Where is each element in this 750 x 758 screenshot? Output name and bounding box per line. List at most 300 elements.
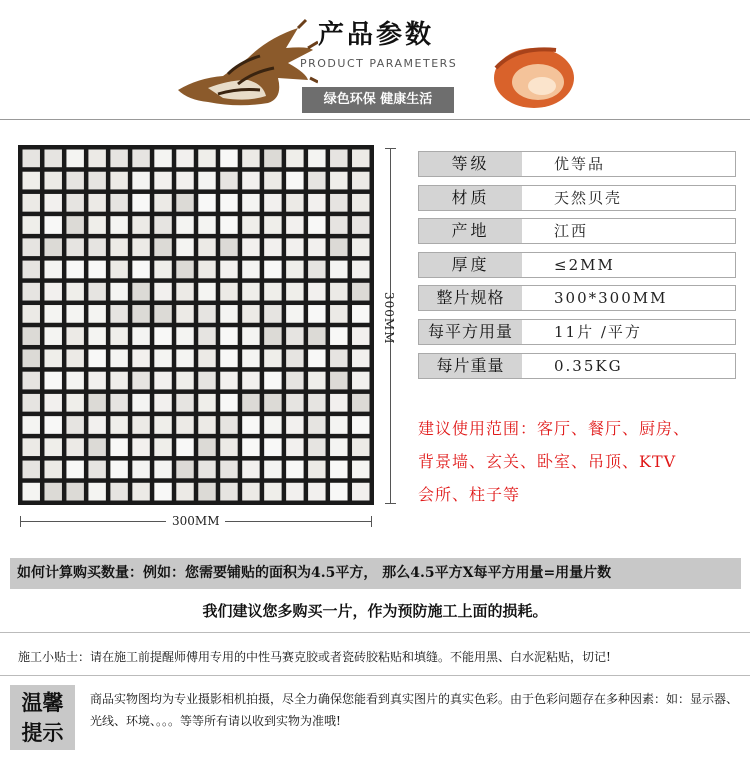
mosaic-tile [23, 372, 40, 390]
mosaic-tile [330, 194, 347, 212]
mosaic-tile [88, 416, 105, 434]
mosaic-tile [220, 305, 237, 323]
mosaic-tile [242, 372, 259, 390]
mosaic-tile [66, 150, 83, 168]
mosaic-tile [176, 461, 193, 479]
mosaic-tile [66, 416, 83, 434]
mosaic-tile [23, 461, 40, 479]
mosaic-tile [176, 394, 193, 412]
mosaic-tile [110, 305, 127, 323]
mosaic-tile [110, 416, 127, 434]
mosaic-tile [198, 461, 215, 479]
page-title: 产品参数 [318, 20, 435, 50]
mosaic-tile [132, 438, 149, 456]
mosaic-tile [308, 438, 325, 456]
mosaic-tile [264, 238, 281, 256]
mosaic-tile [220, 327, 237, 345]
mosaic-tile [198, 416, 215, 434]
mosaic-tile [242, 327, 259, 345]
mosaic-tile [308, 394, 325, 412]
mosaic-tile [176, 194, 193, 212]
mosaic-tile [330, 216, 347, 234]
mosaic-tile [66, 372, 83, 390]
mosaic-tile [23, 349, 40, 367]
mosaic-tile [308, 172, 325, 190]
calculation-bar: 如何计算购买数量：例如：您需要铺贴的面积为4.5平方， 那么4.5平方X每平方用量=用量片数 [10, 558, 741, 589]
mosaic-tile [198, 261, 215, 279]
mosaic-tile [220, 372, 237, 390]
mosaic-tile [23, 394, 40, 412]
mosaic-tile [176, 283, 193, 301]
mosaic-tile [132, 305, 149, 323]
mosaic-tile [308, 150, 325, 168]
mosaic-tile [242, 416, 259, 434]
header-divider [0, 119, 750, 120]
mosaic-tile [264, 261, 281, 279]
mosaic-tile [286, 416, 303, 434]
mosaic-tile [132, 172, 149, 190]
mosaic-tile [23, 216, 40, 234]
mosaic-tile [176, 238, 193, 256]
mosaic-tile [110, 194, 127, 212]
mosaic-tile [66, 461, 83, 479]
mosaic-tile [308, 327, 325, 345]
mosaic-tile [352, 461, 369, 479]
mosaic-tile [23, 283, 40, 301]
tip-divider [0, 632, 750, 633]
mosaic-tile [44, 461, 61, 479]
mosaic-tile [286, 238, 303, 256]
mosaic-tile [132, 394, 149, 412]
spec-table [418, 151, 736, 386]
mosaic-tile [286, 372, 303, 390]
mosaic-tile [66, 438, 83, 456]
mosaic-tile [44, 483, 61, 501]
mosaic-tile [352, 283, 369, 301]
conch-shell-icon [486, 38, 576, 113]
usage-line: 背景墙、玄关、卧室、吊顶、KTV [418, 452, 677, 471]
mosaic-tile [264, 283, 281, 301]
mosaic-tile [264, 372, 281, 390]
mosaic-tile [352, 372, 369, 390]
usage-scope [418, 412, 748, 511]
mosaic-tile [66, 349, 83, 367]
mosaic-tile [23, 483, 40, 501]
mosaic-tile [198, 283, 215, 301]
spiral-shell-icon [168, 18, 318, 110]
mosaic-tile [330, 305, 347, 323]
spec-value: 优等品 [554, 155, 606, 173]
mosaic-tile [44, 416, 61, 434]
mosaic-tile [198, 238, 215, 256]
mosaic-tile [264, 416, 281, 434]
mosaic-tile [110, 349, 127, 367]
spec-value: 300*300MM [554, 289, 668, 308]
mosaic-tile [132, 261, 149, 279]
header [0, 0, 750, 118]
mosaic-tile [154, 172, 171, 190]
mosaic-tile [242, 150, 259, 168]
mosaic-tile [352, 172, 369, 190]
mosaic-tile [220, 261, 237, 279]
mosaic-tile [264, 172, 281, 190]
mosaic-tile [66, 305, 83, 323]
mosaic-tile [154, 305, 171, 323]
mosaic-tile [308, 461, 325, 479]
spec-key: 厚度 [419, 253, 522, 277]
mosaic-tile [330, 438, 347, 456]
mosaic-tile [44, 194, 61, 212]
spec-key: 整片规格 [419, 286, 522, 310]
mosaic-tile [154, 327, 171, 345]
mosaic-tile [88, 283, 105, 301]
mosaic-tile [154, 238, 171, 256]
mosaic-tile [88, 261, 105, 279]
mosaic-tile [308, 283, 325, 301]
mosaic-tile [198, 372, 215, 390]
mosaic-tile [198, 150, 215, 168]
reminder-divider [0, 675, 750, 676]
mosaic-tile [286, 261, 303, 279]
mosaic-tile [286, 327, 303, 345]
mosaic-tile [110, 438, 127, 456]
reminder-badge-line: 温馨 [21, 690, 64, 715]
mosaic-tile [176, 327, 193, 345]
mosaic-tile [23, 305, 40, 323]
mosaic-tile [352, 194, 369, 212]
mosaic-tile [198, 327, 215, 345]
mosaic-tile [286, 349, 303, 367]
mosaic-tile [286, 483, 303, 501]
mosaic-tile [176, 483, 193, 501]
mosaic-tile [352, 438, 369, 456]
spec-row-origin [418, 218, 736, 244]
mosaic-tile [23, 261, 40, 279]
mosaic-tile [88, 238, 105, 256]
mosaic-tile [352, 238, 369, 256]
mosaic-tile [154, 372, 171, 390]
mosaic-tile [132, 327, 149, 345]
mosaic-tile [330, 394, 347, 412]
width-dimension-label: 300MM [166, 514, 225, 528]
mosaic-tile [44, 172, 61, 190]
mosaic-tile [44, 372, 61, 390]
mosaic-tile [23, 438, 40, 456]
mosaic-tile [66, 261, 83, 279]
mosaic-tile [352, 305, 369, 323]
mosaic-tile [352, 216, 369, 234]
mosaic-tile [176, 261, 193, 279]
mosaic-tile [220, 461, 237, 479]
mosaic-tile [198, 349, 215, 367]
mosaic-tile [330, 172, 347, 190]
mosaic-tile [176, 150, 193, 168]
mosaic-tile [286, 216, 303, 234]
mosaic-tile [110, 461, 127, 479]
mosaic-tile [44, 305, 61, 323]
reminder-badge-line: 提示 [21, 720, 64, 745]
mosaic-tile [44, 150, 61, 168]
installation-tip: 施工小贴士：请在施工前提醒师傅用专用的中性马赛克胶或者瓷砖胶粘贴和填缝。不能用黑、白水泥粘贴，切记! [18, 650, 611, 664]
mosaic-tile [88, 216, 105, 234]
mosaic-tile [220, 194, 237, 212]
mosaic-tile [132, 150, 149, 168]
mosaic-tile [154, 150, 171, 168]
mosaic-tile [242, 461, 259, 479]
mosaic-tile [154, 349, 171, 367]
height-dimension-label: 300MM [382, 292, 396, 345]
spec-value: 11片 /平方 [554, 322, 642, 341]
mosaic-tile [44, 216, 61, 234]
mosaic-tile [132, 461, 149, 479]
mosaic-tile [308, 194, 325, 212]
mosaic-tile [132, 372, 149, 390]
mosaic-tile [44, 327, 61, 345]
mosaic-tile [23, 150, 40, 168]
page-subtitle: PRODUCT PARAMETERS [300, 57, 458, 70]
mosaic-tile [198, 194, 215, 212]
mosaic-tile [198, 483, 215, 501]
mosaic-tile [242, 194, 259, 212]
mosaic-tile [88, 327, 105, 345]
spec-key: 产地 [419, 219, 522, 243]
mosaic-tile [154, 461, 171, 479]
mosaic-tile [23, 238, 40, 256]
mosaic-tile [176, 172, 193, 190]
mosaic-tile-sample [18, 145, 374, 505]
mosaic-tile [242, 216, 259, 234]
mosaic-tile [66, 283, 83, 301]
spec-row-grade [418, 151, 736, 177]
mosaic-tile [220, 172, 237, 190]
mosaic-tile [23, 172, 40, 190]
mosaic-tile [220, 216, 237, 234]
mosaic-tile [154, 261, 171, 279]
spec-value: 江西 [554, 222, 589, 241]
mosaic-tile [154, 483, 171, 501]
mosaic-tile [132, 283, 149, 301]
mosaic-tile [352, 416, 369, 434]
mosaic-tile [330, 261, 347, 279]
mosaic-tile [242, 172, 259, 190]
mosaic-tile [176, 438, 193, 456]
mosaic-tile [88, 305, 105, 323]
mosaic-tile [44, 238, 61, 256]
usage-line: 会所、柱子等 [418, 485, 521, 504]
mosaic-tile [308, 216, 325, 234]
reminder-text: 商品实物图均为专业摄影相机拍摄，尽全力确保您能看到真实图片的真实色彩。由于色彩问题存在多种因素：如：显示器、光线、环境、。。。等等所有请以收到实物为准哦! [90, 692, 739, 728]
mosaic-tile [110, 327, 127, 345]
mosaic-tile [330, 416, 347, 434]
spec-row-sheet-size [418, 285, 736, 311]
mosaic-tile [220, 438, 237, 456]
mosaic-tile [308, 305, 325, 323]
spec-key: 每平方用量 [419, 320, 522, 344]
mosaic-tile [264, 483, 281, 501]
mosaic-tile [264, 461, 281, 479]
mosaic-tile [242, 394, 259, 412]
mosaic-tile [286, 150, 303, 168]
mosaic-tile [198, 305, 215, 323]
mosaic-tile [330, 238, 347, 256]
mosaic-tile [330, 483, 347, 501]
mosaic-tile [88, 461, 105, 479]
mosaic-tile [220, 238, 237, 256]
mosaic-tile [110, 172, 127, 190]
mosaic-tile [264, 150, 281, 168]
mosaic-tile [132, 349, 149, 367]
spec-value: 天然贝壳 [554, 188, 623, 207]
mosaic-tile [286, 305, 303, 323]
mosaic-tile [44, 283, 61, 301]
mosaic-tile [264, 349, 281, 367]
mosaic-tile [264, 194, 281, 212]
mosaic-tile [264, 394, 281, 412]
mosaic-tile [308, 238, 325, 256]
mosaic-tile [330, 349, 347, 367]
mosaic-tile [154, 283, 171, 301]
usage-line: 建议使用范围：客厅、餐厅、厨房、 [418, 419, 691, 438]
mosaic-tile [66, 172, 83, 190]
mosaic-tile [88, 483, 105, 501]
spec-row-weight [418, 353, 736, 379]
mosaic-tile [110, 238, 127, 256]
mosaic-tile [286, 438, 303, 456]
mosaic-tile [352, 483, 369, 501]
mosaic-tile [132, 238, 149, 256]
spec-key: 每片重量 [419, 354, 522, 378]
mosaic-tile [286, 194, 303, 212]
mosaic-tile [66, 216, 83, 234]
mosaic-tile [242, 238, 259, 256]
mosaic-tile [154, 416, 171, 434]
mosaic-tile [220, 349, 237, 367]
mosaic-tile [110, 261, 127, 279]
mosaic-tile [220, 283, 237, 301]
mosaic-tile [88, 194, 105, 212]
mosaic-tile [88, 172, 105, 190]
mosaic-tile [352, 394, 369, 412]
mosaic-tile [132, 216, 149, 234]
mosaic-tile [44, 438, 61, 456]
mosaic-tile [242, 349, 259, 367]
mosaic-tile [110, 394, 127, 412]
mosaic-tile [110, 150, 127, 168]
mosaic-tile [264, 327, 281, 345]
mosaic-tile [154, 194, 171, 212]
spec-value: ≤2MM [554, 255, 615, 274]
mosaic-tile [330, 461, 347, 479]
mosaic-tile [23, 327, 40, 345]
mosaic-tile [220, 394, 237, 412]
mosaic-tile [66, 238, 83, 256]
mosaic-tile [308, 261, 325, 279]
mosaic-tile [66, 194, 83, 212]
mosaic-tile [176, 305, 193, 323]
spec-value: 0.35KG [554, 356, 623, 375]
mosaic-tile [308, 416, 325, 434]
mosaic-tile [286, 461, 303, 479]
spec-row-thickness [418, 252, 736, 278]
mosaic-tile [88, 438, 105, 456]
mosaic-tile [88, 372, 105, 390]
mosaic-tile [23, 194, 40, 212]
mosaic-tile [44, 261, 61, 279]
mosaic-tile [66, 394, 83, 412]
mosaic-tile [264, 305, 281, 323]
mosaic-tile [176, 216, 193, 234]
mosaic-tile [330, 327, 347, 345]
mosaic-tile [330, 372, 347, 390]
spec-key: 材质 [419, 186, 522, 210]
mosaic-tile [110, 283, 127, 301]
mosaic-tile [198, 394, 215, 412]
mosaic-tile [176, 372, 193, 390]
mosaic-tile [242, 305, 259, 323]
mosaic-tile [264, 438, 281, 456]
mosaic-tile [308, 349, 325, 367]
reminder-badge [10, 685, 75, 750]
slogan-badge: 绿色环保 健康生活 [302, 87, 454, 113]
mosaic-tile [110, 483, 127, 501]
mosaic-tile [154, 394, 171, 412]
mosaic-tile [66, 483, 83, 501]
mosaic-tile [308, 372, 325, 390]
mosaic-tile [330, 150, 347, 168]
mosaic-tile [132, 483, 149, 501]
mosaic-tile [44, 394, 61, 412]
mosaic-tile [242, 261, 259, 279]
mosaic-tile [242, 283, 259, 301]
mosaic-tile [88, 394, 105, 412]
mosaic-tile [352, 150, 369, 168]
mosaic-tile [198, 216, 215, 234]
mosaic-tile [264, 216, 281, 234]
mosaic-tile [23, 416, 40, 434]
mosaic-tile [286, 394, 303, 412]
mosaic-tile [220, 416, 237, 434]
mosaic-tile [44, 349, 61, 367]
spec-row-material [418, 185, 736, 211]
mosaic-tile [220, 483, 237, 501]
mosaic-tile [66, 327, 83, 345]
spec-key: 等级 [419, 152, 522, 176]
mosaic-tile [330, 283, 347, 301]
mosaic-tile [88, 150, 105, 168]
mosaic-tile [286, 283, 303, 301]
mosaic-tile [198, 438, 215, 456]
mosaic-tile [176, 416, 193, 434]
mosaic-tile [176, 349, 193, 367]
mosaic-tile [308, 483, 325, 501]
mosaic-tile [352, 349, 369, 367]
mosaic-tile [220, 150, 237, 168]
mosaic-tile [154, 438, 171, 456]
mosaic-tile [242, 483, 259, 501]
mosaic-tile [242, 438, 259, 456]
mosaic-tile [286, 172, 303, 190]
mosaic-tile [198, 172, 215, 190]
mosaic-tile [88, 349, 105, 367]
mosaic-tile [352, 261, 369, 279]
mosaic-tile [110, 372, 127, 390]
mosaic-tile [132, 194, 149, 212]
spec-row-usage-per-sqm [418, 319, 736, 345]
mosaic-tile [352, 327, 369, 345]
mosaic-tile [110, 216, 127, 234]
calculation-note: 我们建议您多购买一片，作为预防施工上面的损耗。 [202, 602, 548, 620]
mosaic-tile [132, 416, 149, 434]
